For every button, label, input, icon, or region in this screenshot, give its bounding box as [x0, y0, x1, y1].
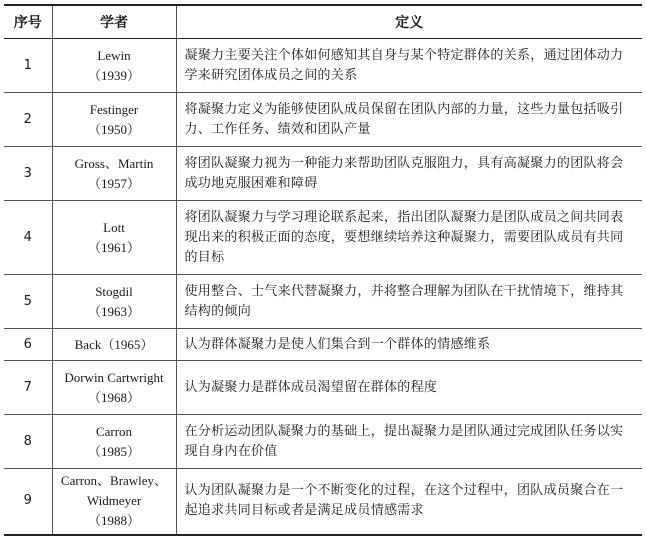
scholar-year: （1988） — [87, 513, 140, 529]
row-definition: 在分析运动团队凝聚力的基础上，提出凝聚力是团队通过完成团队任务以实现自身内在价值 — [176, 415, 642, 469]
row-num: 2 — [4, 93, 52, 147]
row-definition: 认为凝聚力是群体成员渴望留在群体的程度 — [176, 361, 642, 415]
table-row — [4, 361, 642, 415]
table-row — [4, 147, 642, 201]
row-scholar — [52, 329, 176, 361]
row-definition: 认为群体凝聚力是使人们集合到一个群体的情感维系 — [176, 329, 642, 361]
scholar-year: （1961） — [87, 239, 140, 255]
scholar-year: （1963） — [87, 303, 140, 319]
scholar-name: Lewin — [97, 47, 131, 63]
row-scholar — [52, 275, 176, 329]
row-scholar — [52, 39, 176, 93]
definitions-table — [4, 4, 642, 536]
table-row — [4, 329, 642, 361]
table-row — [4, 469, 642, 535]
table-row — [4, 201, 642, 275]
row-scholar — [52, 201, 176, 275]
scholar-year: （1939） — [87, 67, 140, 83]
header-scholar: 学者 — [52, 5, 176, 39]
header-row — [4, 5, 642, 39]
row-scholar — [52, 361, 176, 415]
scholar-name: Stogdil — [95, 283, 133, 299]
table-row — [4, 39, 642, 93]
row-num: 6 — [4, 329, 52, 361]
row-definition: 将团队凝聚力与学习理论联系起来，指出团队凝聚力是团队成员之间共同表现出来的积极正面的态度，要想继续培养这种凝聚力，需要团队成员有共同的目标 — [176, 201, 642, 275]
scholar-name: Gross、Martin — [74, 155, 154, 171]
scholar-name: Carron — [95, 423, 133, 439]
row-definition: 将凝聚力定义为能够使团队成员保留在团队内部的力量，这些力量包括吸引力、工作任务、绩效和团队产量 — [176, 93, 642, 147]
scholar-name: Festinger — [89, 101, 139, 117]
scholar-year: （1968） — [87, 389, 140, 405]
scholar-year: （1950） — [87, 121, 140, 137]
row-definition: 凝聚力主要关注个体如何感知其自身与某个特定群体的关系，通过团体动力学来研究团体成员之间的关系 — [176, 39, 642, 93]
row-definition: 使用整合、士气来代替凝聚力，并将整合理解为团队在干扰情境下，维持其结构的倾向 — [176, 275, 642, 329]
scholar-year: （1985） — [87, 443, 140, 459]
table-row — [4, 93, 642, 147]
row-num: 5 — [4, 275, 52, 329]
scholar-name: Lott — [103, 219, 125, 235]
table-row — [4, 275, 642, 329]
row-num: 1 — [4, 39, 52, 93]
row-num: 3 — [4, 147, 52, 201]
scholar-year: （1957） — [87, 175, 140, 191]
table-row — [4, 415, 642, 469]
row-definition: 认为团队凝聚力是一个不断变化的过程，在这个过程中，团队成员聚合在一起追求共同目标或者是满足成员情感需求 — [176, 469, 642, 535]
scholar-name: Back（1965） — [74, 336, 154, 352]
row-definition: 将团队凝聚力视为一种能力来帮助团队克服阻力，具有高凝聚力的团队将会成功地克服困难和障碍 — [176, 147, 642, 201]
row-num: 7 — [4, 361, 52, 415]
row-scholar — [52, 147, 176, 201]
scholar-name: Carron、Brawley、Widmeyer — [60, 473, 168, 509]
header-num: 序号 — [4, 5, 52, 39]
scholar-name: Dorwin Cartwright — [64, 369, 164, 385]
row-scholar — [52, 93, 176, 147]
row-scholar — [52, 469, 176, 535]
header-definition: 定义 — [176, 5, 642, 39]
row-num: 8 — [4, 415, 52, 469]
row-num: 9 — [4, 469, 52, 535]
row-num: 4 — [4, 201, 52, 275]
row-scholar — [52, 415, 176, 469]
